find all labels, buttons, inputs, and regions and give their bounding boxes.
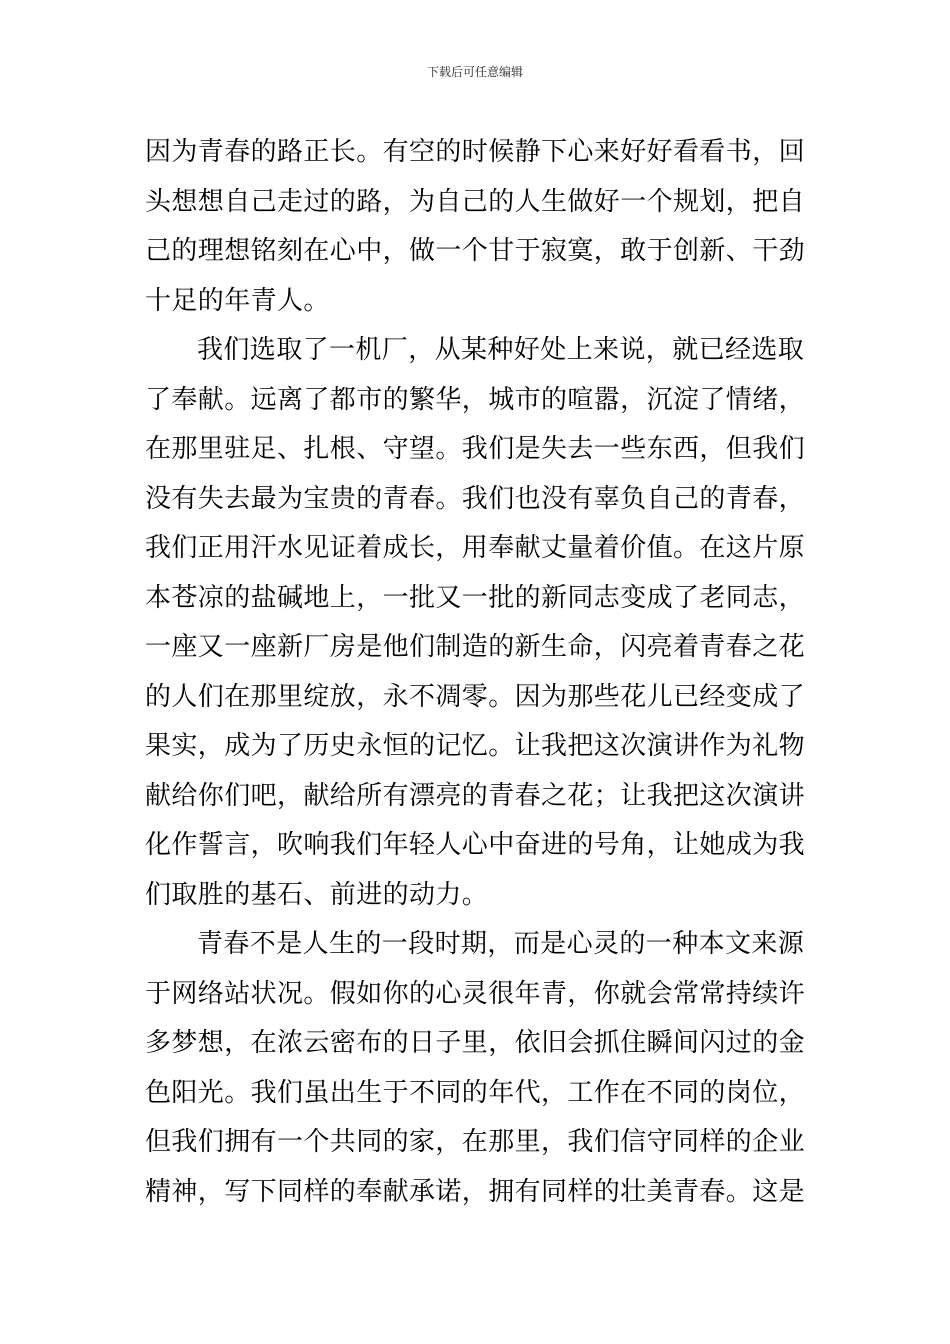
paragraph-first-line: 青春不是人生的一段时期，而是心灵的一种本文来源	[197, 929, 805, 959]
text-line: 但我们拥有一个共同的家，在那里，我们信守同样的企业	[145, 1127, 806, 1157]
text-line: 多梦想，在浓云密布的日子里，依旧会抓住瞬间闪过的金	[145, 1028, 806, 1058]
document-body	[145, 128, 807, 1217]
text-line: 们取胜的基石、前进的动力。	[145, 879, 489, 910]
text-line: 没有失去最为宝贵的青春。我们也没有辜负自己的青春，	[145, 483, 806, 514]
text-line: 献给你们吧，献给所有漂亮的青春之花；让我把这次演讲	[145, 780, 806, 811]
text-line: 于网络站状况。假如你的心灵很年青，你就会常常持续许	[145, 978, 806, 1009]
text-line: 色阳光。我们虽出生于不同的年代，工作在不同的岗位，	[145, 1077, 806, 1108]
paragraph-first-line: 我们选取了一机厂，从某种好处上来说，就已经选取	[197, 335, 805, 365]
text-line: 精神，写下同样的奉献承诺，拥有同样的壮美青春。这是	[145, 1176, 806, 1207]
text-line: 一座又一座新厂房是他们制造的新生命，闪亮着青春之花	[145, 632, 806, 662]
text-line: 十足的年青人。	[145, 285, 330, 316]
text-line: 本苍凉的盐碱地上，一批又一批的新同志变成了老同志，	[145, 582, 806, 613]
text-line: 己的理想铭刻在心中，做一个甘于寂寞，敢于创新、干劲	[145, 236, 806, 266]
text-line: 果实，成为了历史永恒的记忆。让我把这次演讲作为礼物	[145, 731, 806, 761]
page-header-note: 下载后可任意编辑	[426, 65, 523, 79]
text-line: 了奉献。远离了都市的繁华，城市的喧嚣，沉淀了情绪，	[145, 384, 806, 415]
text-line: 的人们在那里绽放，永不凋零。因为那些花儿已经变成了	[145, 681, 806, 712]
text-line: 头想想自己走过的路，为自己的人生做好一个规划，把自	[145, 186, 806, 217]
text-line: 在那里驻足、扎根、守望。我们是失去一些东西，但我们	[145, 434, 806, 464]
text-line: 我们正用汗水见证着成长，用奉献丈量着价值。在这片原	[145, 533, 806, 563]
text-line: 化作誓言，吹响我们年轻人心中奋进的号角，让她成为我	[145, 830, 806, 860]
text-line: 因为青春的路正长。有空的时候静下心来好好看看书，回	[145, 137, 806, 167]
